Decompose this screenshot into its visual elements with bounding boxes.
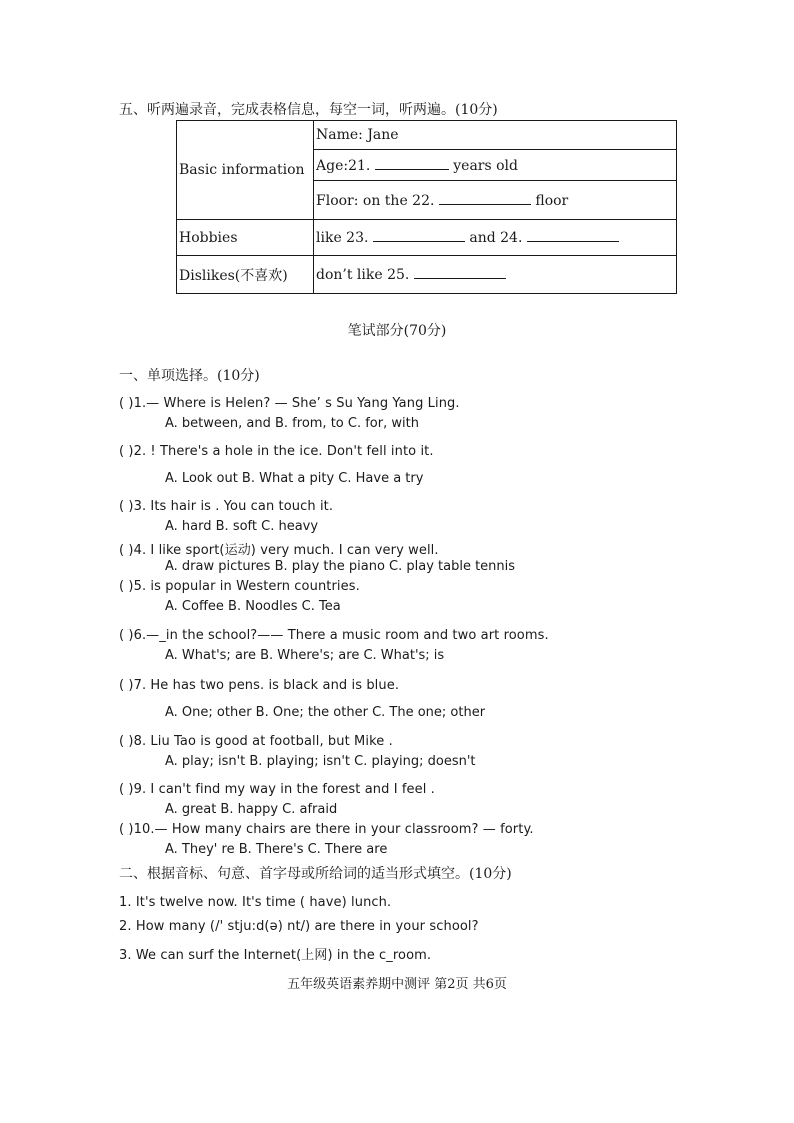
question-1: ( )1.— Where is Helen? — She’ s Su Yang Yang Ling.: [119, 396, 460, 411]
question-1-options: A. between, and B. from, to C. for, with: [165, 416, 419, 431]
question-10: ( )10.— How many chairs are there in your classroom? — forty.: [119, 822, 534, 837]
question-9-options: A. great B. happy C. afraid: [165, 802, 338, 817]
question-7: ( )7. He has two pens. is black and is blue.: [119, 678, 400, 693]
question-3: ( )3. Its hair is . You can touch it.: [119, 499, 334, 514]
question-6: ( )6.—_in the school?—— There a music room and two art rooms.: [119, 628, 549, 643]
question-8: ( )8. Liu Tao is good at football, but Mike .: [119, 734, 393, 749]
page-footer: 五年级英语素养期中测评 第2页 共6页: [287, 977, 507, 992]
hobbies-cell: [314, 220, 677, 256]
age-suffix: years old: [453, 157, 518, 174]
floor-cell: [314, 181, 677, 220]
question-6-options: A. What's; are B. Where's; are C. What's; is: [165, 648, 445, 663]
question-3-options: A. hard B. soft C. heavy: [165, 519, 319, 534]
question-10-options: A. They' re B. There's C. There are: [165, 842, 388, 857]
dislikes-cell: [314, 256, 677, 294]
dislikes-label: Dislikes(不喜欢): [177, 256, 314, 294]
hobbies-prefix: like 23.: [316, 230, 369, 246]
age-cell: [314, 150, 677, 181]
floor-prefix: Floor: on the 22.: [316, 192, 435, 209]
dislikes-blank: [414, 266, 506, 279]
question-7-options: A. One; other B. One; the other C. The one; other: [165, 705, 486, 720]
question-4-options: A. draw pictures B. play the piano C. play table tennis: [165, 559, 516, 574]
age-prefix: Age:21.: [316, 157, 371, 174]
section-five-heading: 五、听两遍录音，完成表格信息，每空一词，听两遍。(10分): [119, 102, 498, 118]
written-part-title: 笔试部分(70分): [347, 323, 447, 339]
question-2-options: A. Look out B. What a pity C. Have a try: [165, 471, 424, 486]
hobbies-mid: and 24.: [469, 230, 523, 246]
age-blank: [375, 157, 449, 170]
table-row: [177, 220, 677, 256]
question-5: ( )5. is popular in Western countries.: [119, 579, 360, 594]
basic-info-label: Basic information: [177, 121, 314, 220]
floor-suffix: floor: [535, 192, 569, 209]
question-5-options: A. Coffee B. Noodles C. Tea: [165, 599, 341, 614]
info-table: [176, 120, 677, 294]
section-two-heading: 二、根据音标、句意、首字母或所给词的适当形式填空。(10分): [119, 866, 512, 882]
question-2: ( )2. ! There's a hole in the ice. Don't fell into it.: [119, 444, 434, 459]
table-row: [177, 256, 677, 294]
hobbies-blank-23: [373, 229, 465, 242]
fill-item-1: 1. It's twelve now. It's time ( have) lunch.: [119, 895, 392, 910]
question-4: ( )4. I like sport(运动) very much. I can very well.: [119, 543, 439, 558]
fill-item-2: 2. How many (/' stju:d(ə) nt/) are there in your school?: [119, 919, 479, 934]
question-9: ( )9. I can't find my way in the forest and I feel .: [119, 782, 435, 797]
table-row: [177, 121, 677, 150]
name-cell: Name: Jane: [314, 121, 677, 150]
fill-item-3: 3. We can surf the Internet(上网) in the c_room.: [119, 948, 432, 963]
hobbies-blank-24: [527, 229, 619, 242]
section-one-heading: 一、单项选择。(10分): [119, 368, 260, 384]
dislikes-prefix: don’t like 25.: [316, 267, 410, 283]
question-8-options: A. play; isn't B. playing; isn't C. playing; doesn't: [165, 754, 476, 769]
floor-blank: [439, 192, 531, 205]
hobbies-label: Hobbies: [177, 220, 314, 256]
